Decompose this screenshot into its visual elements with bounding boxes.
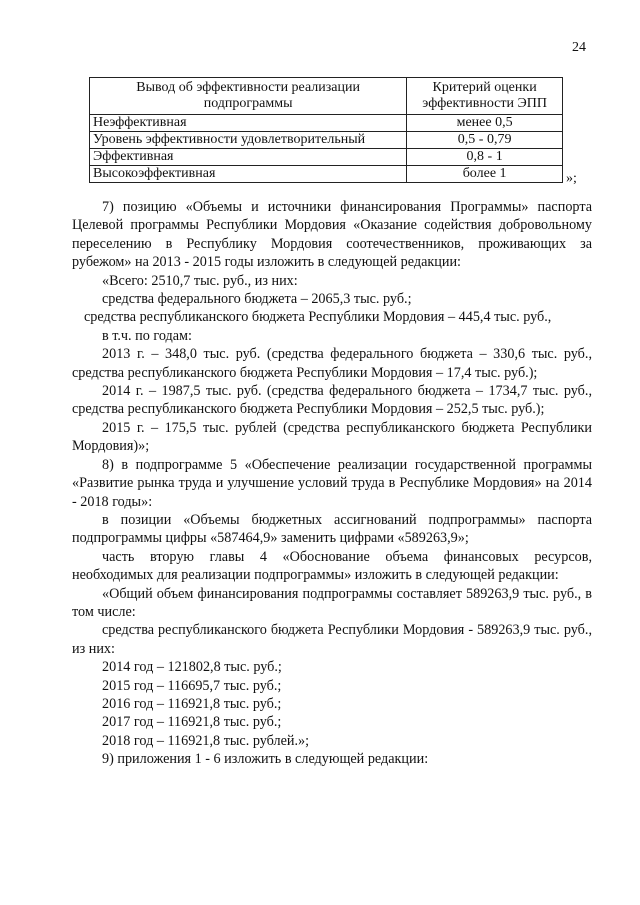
table-cell-label: Неэффективная xyxy=(90,115,407,132)
table-cell-label: Эффективная xyxy=(90,149,407,166)
paragraph-year-2018: 2018 год – 116921,8 тыс. рублей.»; xyxy=(102,732,310,749)
table-header-row xyxy=(90,78,563,115)
paragraph-item-9: 9) приложения 1 - 6 изложить в следующей редакции: xyxy=(102,751,429,768)
paragraph-republican-funds: средства республиканского бюджета Республики Мордовия - 589263,9 тыс. руб., из них: xyxy=(72,622,592,657)
paragraph-2015: 2015 г. – 175,5 тыс. рублей (средства республиканского бюджета Республики Мордовия)»; xyxy=(72,419,592,455)
table-header-criterion: Критерий оценки эффективности ЭПП xyxy=(407,78,563,115)
table-cell-value: 0,5 - 0,79 xyxy=(407,132,563,149)
table-cell-label: Уровень эффективности удовлетворительный xyxy=(90,132,407,149)
paragraph-by-years: в т.ч. по годам: xyxy=(102,327,192,344)
table-row xyxy=(90,132,563,149)
paragraph-republican: средства республиканского бюджета Республики Мордовия – 445,4 тыс. руб., xyxy=(84,309,552,326)
table-cell-value: 0,8 - 1 xyxy=(407,149,563,166)
paragraph-year-2016: 2016 год – 116921,8 тыс. руб.; xyxy=(102,695,282,712)
table-cell-value: менее 0,5 xyxy=(407,115,563,132)
paragraph-2013: 2013 г. – 348,0 тыс. руб. (средства федерального бюджета – 330,6 тыс. руб., средства республиканского бюджета Республики Мордовия – 17,4 тыс. руб.); xyxy=(72,346,592,381)
paragraph-year-2015: 2015 год – 116695,7 тыс. руб.; xyxy=(102,677,282,694)
paragraph-item-7: 7) позицию «Объемы и источники финансирования Программы» паспорта Целевой программы Республики Мордовия «Оказание содействия добровольному переселению в Республику Мордовия соотечественников, проживающих за рубежом» на 2013 - 2015 годы изложить в следующей редакции: xyxy=(72,199,592,271)
table-cell-label: Высокоэффективная xyxy=(90,166,407,183)
table-row xyxy=(90,115,563,132)
paragraph-total-financing: «Общий объем финансирования подпрограммы составляет 589263,9 тыс. руб., в том числе: xyxy=(72,585,592,620)
paragraph-chapter-4: часть вторую главы 4 «Обоснование объема финансовых ресурсов, необходимых для реализации подпрограммы» изложить в следующей редакции: xyxy=(72,548,592,584)
paragraph-year-2017: 2017 год – 116921,8 тыс. руб.; xyxy=(102,714,282,731)
table-closing-quote: »; xyxy=(566,171,577,186)
paragraph-year-2014: 2014 год – 121802,8 тыс. руб.; xyxy=(102,659,282,676)
paragraph-2014: 2014 г. – 1987,5 тыс. руб. (средства федерального бюджета – 1734,7 тыс. руб., средства республиканского бюджета Республики Мордовия – 252,5 тыс. руб.); xyxy=(72,383,592,418)
paragraph-federal: средства федерального бюджета – 2065,3 тыс. руб.; xyxy=(102,291,412,308)
table-cell-value: более 1 xyxy=(407,166,563,183)
paragraph-budget-position: в позиции «Объемы бюджетных ассигнований подпрограммы» паспорта подпрограммы цифры «587464,9» заменить цифрами «589263,9»; xyxy=(72,511,592,547)
table-row xyxy=(90,149,563,166)
paragraph-item-8: 8) в подпрограмме 5 «Обеспечение реализации государственной программы «Развитие рынка труда и улучшение условий труда в Республике Мордовия» на 2014 - 2018 годы»: xyxy=(72,456,592,510)
efficiency-table xyxy=(89,77,563,183)
table-row xyxy=(90,166,563,183)
table-header-conclusion: Вывод об эффективности реализации подпрограммы xyxy=(90,78,407,115)
document-body xyxy=(72,198,592,769)
page-number: 24 xyxy=(572,40,586,55)
paragraph-total: «Всего: 2510,7 тыс. руб., из них: xyxy=(102,272,298,289)
